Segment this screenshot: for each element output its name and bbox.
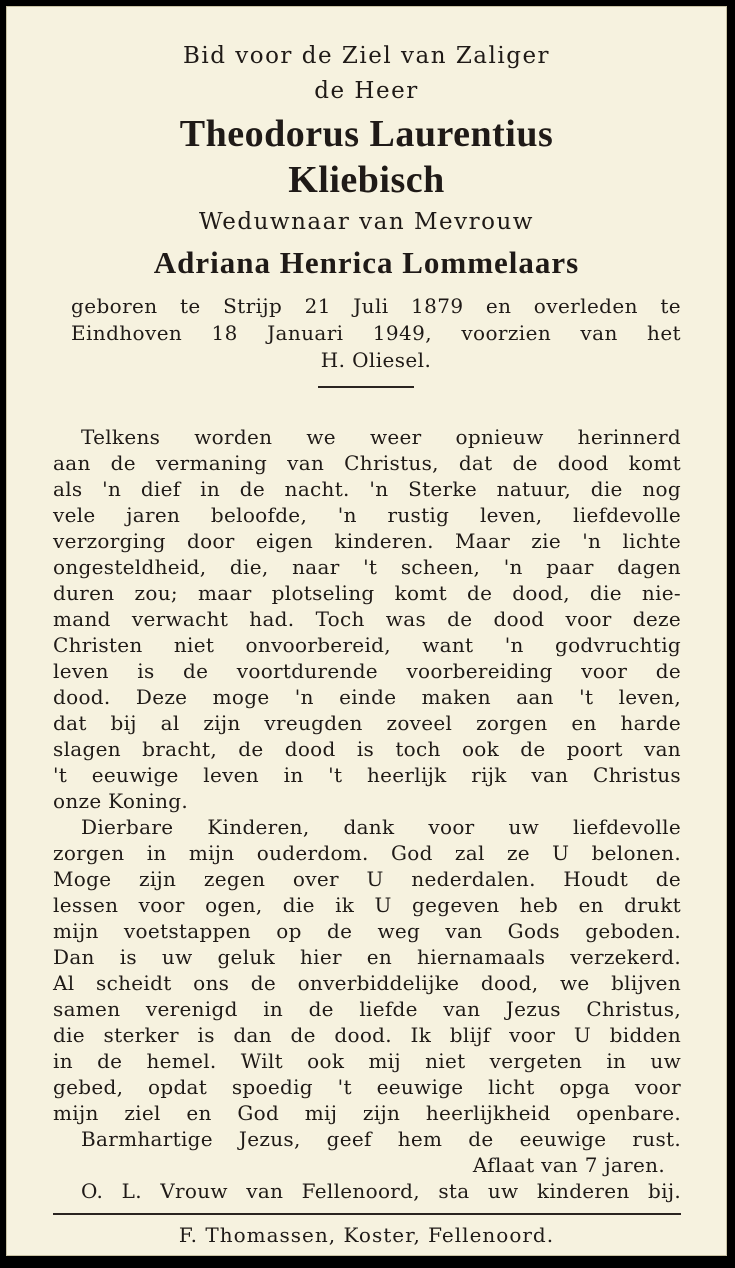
body-line: onze Koning. (53, 789, 189, 813)
body-line: duren zou; maar plotseling komt de dood, die nie- (53, 581, 681, 605)
birth-line: Eindhoven 18 Januari 1949, voorzien van het (71, 321, 681, 345)
deceased-name-last: Kliebisch (288, 159, 445, 201)
title-heer: de Heer (314, 78, 419, 104)
body-line: Al scheidt ons de onverbiddelijke dood, we blijven (53, 971, 681, 995)
birth-line: H. Oliesel. (320, 348, 432, 372)
memorial-card (6, 6, 727, 1256)
body-line: Dan is uw geluk hier en hiernamaals verzekerd. (53, 945, 681, 969)
body-line: in de hemel. Wilt ook mij niet vergeten in uw (53, 1049, 681, 1073)
invocation-line: O. L. Vrouw van Fellenoord, sta uw kinderen bij. (81, 1179, 681, 1203)
body-line: leven is de voortdurende voorbereiding voor de (53, 659, 681, 683)
body-line: Moge zijn zegen over U nederdalen. Houdt de (53, 867, 681, 891)
body-line: Dierbare Kinderen, dank voor uw liefdevolle (81, 815, 681, 839)
body-line: 't eeuwige leven in 't heerlijk rijk van Christus (53, 763, 681, 787)
indulgence-line: Aflaat van 7 jaren. (472, 1153, 665, 1177)
body-line: slagen bracht, de dood is toch ook de poort van (53, 737, 681, 761)
body-line: mijn ziel en God mij zijn heerlijkheid openbare. (53, 1101, 681, 1125)
body-line: Christen niet onvoorbereid, want 'n godvruchtig (53, 633, 681, 657)
body-line: verzorging door eigen kinderen. Maar zie 'n lichte (53, 529, 681, 553)
body-line: lessen voor ogen, die ik U gegeven heb en drukt (53, 893, 681, 917)
body-line: mijn voetstappen op de weg van Gods geboden. (53, 919, 681, 943)
body-line: ongesteldheid, die, naar 't scheen, 'n paar dagen (53, 555, 681, 579)
body-line: dat bij al zijn vreugden zoveel zorgen en harde (53, 711, 681, 735)
body-line: Telkens worden we weer opnieuw herinnerd (81, 425, 681, 449)
birth-line: geboren te Strijp 21 Juli 1879 en overleden te (71, 294, 681, 318)
body-line: vele jaren beloofde, 'n rustig leven, liefdevolle (53, 503, 681, 527)
printer-credit: F. Thomassen, Koster, Fellenoord. (178, 1223, 555, 1247)
prayer-heading: Bid voor de Ziel van Zaliger (182, 43, 551, 69)
body-line: zorgen in mijn ouderdom. God zal ze U belonen. (53, 841, 681, 865)
wife-name: Adriana Henrica Lommelaars (153, 245, 580, 280)
footer-divider (53, 1213, 681, 1215)
deceased-name-first: Theodorus Laurentius (179, 113, 554, 155)
body-line: die sterker is dan de dood. Ik blijf voor U bidden (53, 1023, 681, 1047)
widower-line: Weduwnaar van Mevrouw (199, 209, 534, 235)
body-line: als 'n dief in de nacht. 'n Sterke natuur, die nog (53, 477, 681, 501)
short-divider (318, 386, 414, 388)
body-line: dood. Deze moge 'n einde maken aan 't leven, (53, 685, 681, 709)
prayer-line: Barmhartige Jezus, geef hem de eeuwige rust. (81, 1127, 681, 1151)
body-line: gebed, opdat spoedig 't eeuwige licht opga voor (53, 1075, 681, 1099)
body-line: aan de vermaning van Christus, dat de dood komt (53, 451, 681, 475)
body-line: mand verwacht had. Toch was de dood voor deze (53, 607, 681, 631)
body-line: samen verenigd in de liefde van Jezus Christus, (53, 997, 681, 1021)
